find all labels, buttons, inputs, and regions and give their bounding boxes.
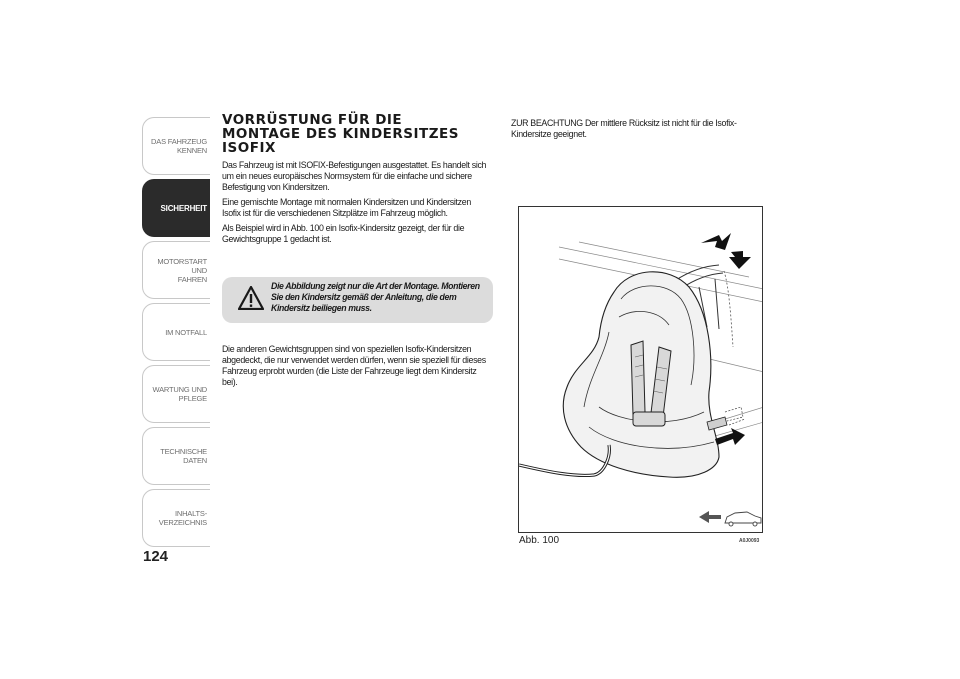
section-heading: VORRÜSTUNG FÜR DIE MONTAGE DES KINDERSITZES ISOFIX	[222, 112, 459, 156]
tab-sicherheit[interactable]	[142, 179, 210, 237]
tab-label: IM NOTFALL	[165, 327, 207, 337]
main-text-column-continued	[222, 344, 494, 392]
tab-label: DAS FAHRZEUG KENNEN	[151, 137, 207, 155]
page-number: 124	[143, 548, 169, 565]
tab-das-fahrzeug-kennen[interactable]	[142, 117, 210, 175]
car-icon	[725, 512, 761, 526]
warning-text: Die Abbildung zeigt nur die Art der Montage. Montieren Sie den Kindersitz gemäß der Anleitung, die dem Kindersitz beiliegen muss.	[271, 281, 480, 314]
tab-label: MOTORSTART UND FAHREN	[157, 256, 207, 284]
side-note-column	[511, 118, 771, 144]
tab-label: TECHNISCHE DATEN	[160, 447, 207, 465]
warning-triangle-icon	[238, 286, 264, 310]
tab-wartung-und-pflege[interactable]	[142, 365, 210, 423]
note-paragraph: ZUR BEACHTUNG Der mittlere Rücksitz ist nicht für die Isofix-Kindersitze geeignet.	[511, 118, 737, 140]
isofix-seat-drawing	[519, 207, 763, 533]
child-seat-illustration	[518, 206, 763, 533]
tab-label: SICHERHEIT	[160, 203, 207, 213]
warning-box	[222, 277, 493, 323]
example-paragraph: Als Beispiel wird in Abb. 100 ein Isofix-Kindersitz gezeigt, der für die Gewichtsgruppe 1 gedacht ist.	[222, 223, 465, 245]
mixed-mounting-paragraph: Eine gemischte Montage mit normalen Kindersitzen und Kindersitzen Isofix ist für die verschiedenen Sitzplätze im Fahrzeug möglich.	[222, 197, 471, 219]
weight-groups-paragraph: Die anderen Gewichtsgruppen sind von speziellen Isofix-Kindersitzen abgedeckt, die nur verwendet werden dürfen, wenn sie speziell für dieses Fahrzeug erprobt wurden (die Liste der Fahrzeuge liegt dem Kindersitz bei).	[222, 344, 486, 388]
main-text-column	[222, 113, 494, 249]
tab-motorstart-und-fahren[interactable]	[142, 241, 210, 299]
tab-im-notfall[interactable]	[142, 303, 210, 361]
arrow-left-icon	[699, 511, 721, 523]
tab-inhaltsverzeichnis[interactable]	[142, 489, 210, 547]
intro-paragraph: Das Fahrzeug ist mit ISOFIX-Befestigungen ausgestattet. Es handelt sich um ein neues europäisches Normsystem für die einfache und sichere Befestigung von Kindersitzen.	[222, 160, 487, 193]
tab-label: INHALTS- VERZEICHNIS	[158, 509, 207, 527]
tab-technische-daten[interactable]	[142, 427, 210, 485]
tab-label: WARTUNG UND PFLEGE	[152, 385, 207, 403]
figure-caption: Abb. 100	[519, 535, 560, 546]
figure-code: A0J0093	[739, 538, 760, 544]
